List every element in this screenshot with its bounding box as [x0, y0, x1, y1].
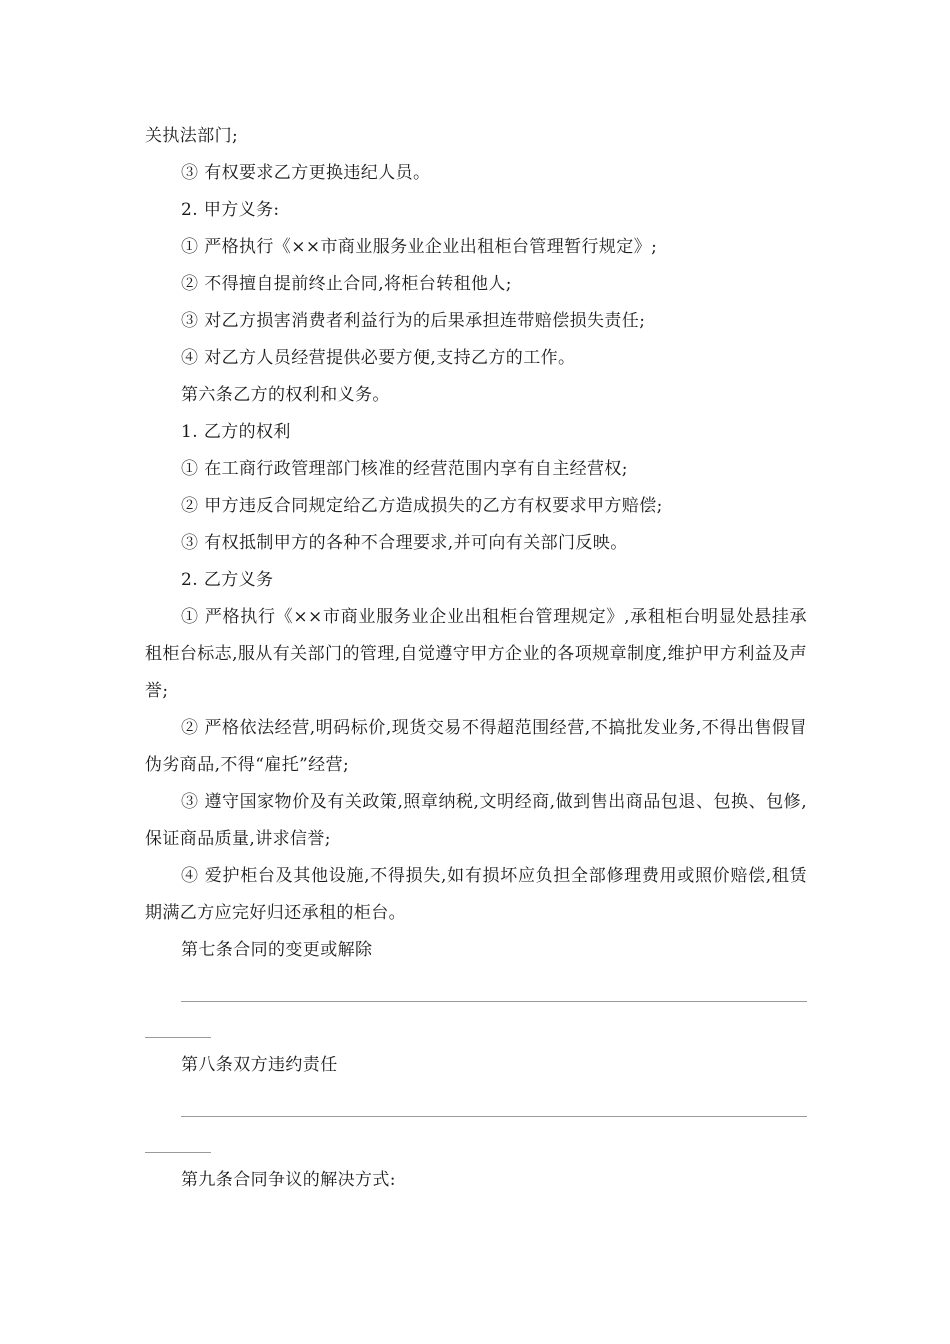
clause-item: ③ 遵守国家物价及有关政策,照章纳税,文明经商,做到售出商品包退、包换、包修,保证商品质量,讲求信誉;	[145, 792, 807, 849]
fill-in-blank	[145, 969, 807, 1041]
clause-item: ② 甲方违反合同规定给乙方造成损失的乙方有权要求甲方赔偿;	[181, 496, 663, 516]
clause-item: ④ 爱护柜台及其他设施,不得损失,如有损坏应负担全部修理费用或照价赔偿,租赁期满乙方应完好归还承租的柜台。	[145, 866, 807, 923]
article-heading: 第九条合同争议的解决方式:	[181, 1170, 396, 1190]
article-heading: 第八条双方违约责任	[181, 1055, 338, 1075]
clause-item: ① 在工商行政管理部门核准的经营范围内享有自主经营权;	[181, 459, 628, 479]
blank-underline	[145, 1037, 211, 1038]
blank-underline	[181, 1116, 807, 1117]
document-body	[145, 118, 807, 1199]
clause-item: ① 严格执行《××市商业服务业企业出租柜台管理规定》,承租柜台明显处悬挂承租柜台标志,服从有关部门的管理,自觉遵守甲方企业的各项规章制度,维护甲方利益及声誉;	[145, 607, 807, 701]
clause-item: ④ 对乙方人员经营提供必要方便,支持乙方的工作。	[181, 348, 576, 368]
clause-item: ③ 对乙方损害消费者利益行为的后果承担连带赔偿损失责任;	[181, 311, 646, 331]
clause-item: ③ 有权要求乙方更换违纪人员。	[181, 163, 431, 183]
fill-in-blank	[145, 1084, 807, 1156]
clause-item: ② 不得擅自提前终止合同,将柜台转租他人;	[181, 274, 512, 294]
subsection-heading: 2. 甲方义务:	[181, 200, 280, 220]
paragraph-continuation: 关执法部门;	[145, 126, 239, 146]
clause-item: ③ 有权抵制甲方的各种不合理要求,并可向有关部门反映。	[181, 533, 628, 553]
clause-item: ① 严格执行《××市商业服务业企业出租柜台管理暂行规定》;	[181, 237, 658, 257]
clause-item: ② 严格依法经营,明码标价,现货交易不得超范围经营,不搞批发业务,不得出售假冒伪劣商品,不得“雇托”经营;	[145, 718, 807, 775]
subsection-heading: 2. 乙方义务	[181, 570, 274, 590]
subsection-heading: 1. 乙方的权利	[181, 422, 291, 442]
article-heading: 第七条合同的变更或解除	[181, 940, 373, 960]
blank-underline	[145, 1152, 211, 1153]
blank-underline	[181, 1001, 807, 1002]
article-heading: 第六条乙方的权利和义务。	[181, 385, 390, 405]
